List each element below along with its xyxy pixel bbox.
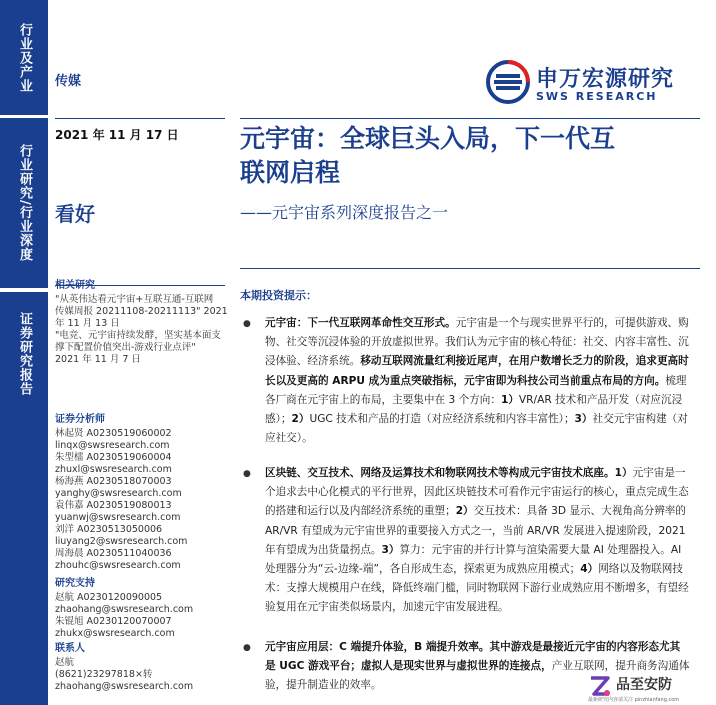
analyst-line: 刘洋 A0230513050006 [55,524,163,535]
summary-paragraph-1 [265,314,690,448]
summary-paragraph-2 [265,464,690,618]
bullet-icon: ● [243,643,251,653]
analyst-line: linqx@swsresearch.com [55,440,170,451]
analyst-line: 周海晨 A0230511040036 [55,548,172,559]
watermark-text: 品至安防 [616,677,672,693]
para1-seg: 2） [291,413,310,426]
watermark-small-text: 最新研究内容请关注 pinzhianfang.com [588,697,680,703]
contact-line: zhaohang@swsresearch.com [55,681,194,692]
support-line: zhaohang@swsresearch.com [55,604,194,615]
analyst-line: zhouhc@swsresearch.com [55,560,181,571]
para2-seg: 元宇宙是一个追求去中心化模式的平行世界，因此区块链技术可看作元宇宙运行的核心，重点完成生态的搭建和运行以及内部经济系统的重塑； [265,467,689,518]
related-line: 撑下配置价值突出-游戏行业点评" [55,342,196,353]
para1-seg: 3） [574,413,593,426]
para2-seg: 2） [455,505,474,518]
analyst-line: yanghy@swsresearch.com [55,488,182,499]
rating-label: 看好 [55,202,95,226]
divider-right-top [240,118,700,119]
logo-en-text: SWS RESEARCH [536,90,658,103]
para1-seg: 元宇宙：下一代互联网革命性交互形式。 [265,317,456,329]
sws-logo-icon [486,60,530,104]
para2-seg: 4） [580,563,599,576]
logo-cn-text: 申万宏源研究 [536,67,675,92]
analysts-heading: 证券分析师 [55,414,105,425]
related-line: 年 11 月 13 日 [55,318,120,329]
para2-seg: 3） [381,543,400,556]
related-research-heading: 相关研究 [55,280,95,291]
para3-seg: 产业互联网，提升商务沟通体验，提升制造业的效率。 [265,660,690,692]
watermark [588,672,714,703]
para2-seg: 区块链、交互技术、网络及运算技术和物联网技术等构成元宇宙技术底座。1） [265,467,633,479]
bullet-icon: ● [243,469,251,479]
analyst-line: zhuxl@swsresearch.com [55,464,172,475]
support-line: 朱锟旭 A0230120070007 [55,616,172,627]
analysts-section [55,414,225,572]
sidebar-label-industry: 行业及产业 [17,22,32,93]
report-date: 2021 年 11 月 17 日 [55,128,179,142]
related-line: "从英伟达看元宇宙+互联互通-互联网 [55,294,214,305]
analyst-line: 朱型檑 A0230519060004 [55,452,172,463]
contact-section [55,643,225,693]
bullet-icon: ● [243,319,251,329]
related-line: 传媒周报 20211108-20211113" 2021 [55,306,228,317]
analyst-line: 林起贤 A0230519060002 [55,428,172,439]
support-heading: 研究支持 [55,578,95,589]
para2-seg: 交互技术：具备 3D 显示、大视角高分辨率的 AR/VR 有望成为元宇宙世界的重要接入方式之一，当前 AR/VR 发展进入提速阶段，2021 年有望成为出货量拐点。 [265,505,686,556]
divider-right-mid [240,268,700,269]
contact-heading: 联系人 [55,643,85,654]
para1-seg: 1） [500,393,519,406]
analyst-line: 袁伟嘉 A0230519080013 [55,500,172,511]
para2-seg: 算力：元宇宙的并行计算与渲染需要大量 AI 处理器投入。AI 处理器分为“云-边缘-端”，各自形成生态，探索更为成熟应用模式； [265,543,682,576]
related-research-section [55,280,228,366]
para2-seg: 网络以及物联网技术：支撑大规模用户在线，降低终端门槛，同时物联网下游行业成熟应用不断增多，有望经验复用在元宇宙类似场景内，加速元宇宙发展进程。 [265,563,689,614]
support-line: 赵航 A0230120090005 [55,592,163,603]
sidebar-block-securities [0,292,48,705]
sidebar-label-research-type: 行业研究/行业深度 [17,144,32,262]
para1-seg: 梳理各厂商在元宇宙上的布局，主要集中在 3 个方向： [265,374,687,406]
para3-seg: 元宇宙应用层：C 端提升体验，B 端提升效率。其中游戏是最接近元宇宙的内容形态尤其是 UGC 游戏平台；虚拟人是现实世界与虚拟世界的连接点， [265,641,681,673]
watermark-logo-icon [588,674,612,698]
para1-seg: VR/AR 技术和产品开发（对应沉浸感）； [265,393,683,426]
support-section [55,578,225,640]
sidebar-label-securities: 证券研究报告 [17,312,32,396]
para1-seg: 移动互联网流量红利接近尾声，在用户数增长乏力的阶段，追求更高时长以及更高的 ARPU 成为重点突破指标，元宇宙即为科技公司当前重点布局的方向。 [265,355,689,387]
related-line: "电竞、元宇宙持续发酵，坚实基本面支 [55,330,221,341]
contact-line: (8621)23297818×转 [55,669,153,680]
para1-seg: 社交元宇宙构建（对应社交）。 [265,413,688,445]
support-line: zhukx@swsresearch.com [55,628,175,639]
divider-left-top [55,118,225,119]
para1-seg: UGC 技术和产品的打造（对应经济系统和内容丰富性）； [309,413,575,426]
industry-label: 传媒 [55,74,82,89]
analyst-line: liuyang2@swsresearch.com [55,536,188,547]
contact-line: 赵航 [55,657,75,668]
summary-heading: 本期投资提示： [240,289,317,302]
analyst-line: 杨海燕 A0230518070003 [55,476,172,487]
para1-seg: 元宇宙是一个与现实世界平行的，可提供游戏、购物、社交等沉浸体验的开放虚拟世界。我们认为元宇宙的核心特征：社交、内容丰富性、沉浸体验、经济系统。 [265,317,689,368]
report-subtitle: ——元宇宙系列深度报告之一 [240,203,449,222]
sidebar-block-research-type [0,118,48,288]
analyst-line: yuanwj@swsresearch.com [55,512,181,523]
report-title-line2: 联网启程 [240,158,341,187]
report-title-line1: 元宇宙：全球巨头入局，下一代互 [240,124,616,153]
sidebar-block-industry [0,0,48,115]
related-line: 2021 年 11 月 7 日 [55,354,141,365]
